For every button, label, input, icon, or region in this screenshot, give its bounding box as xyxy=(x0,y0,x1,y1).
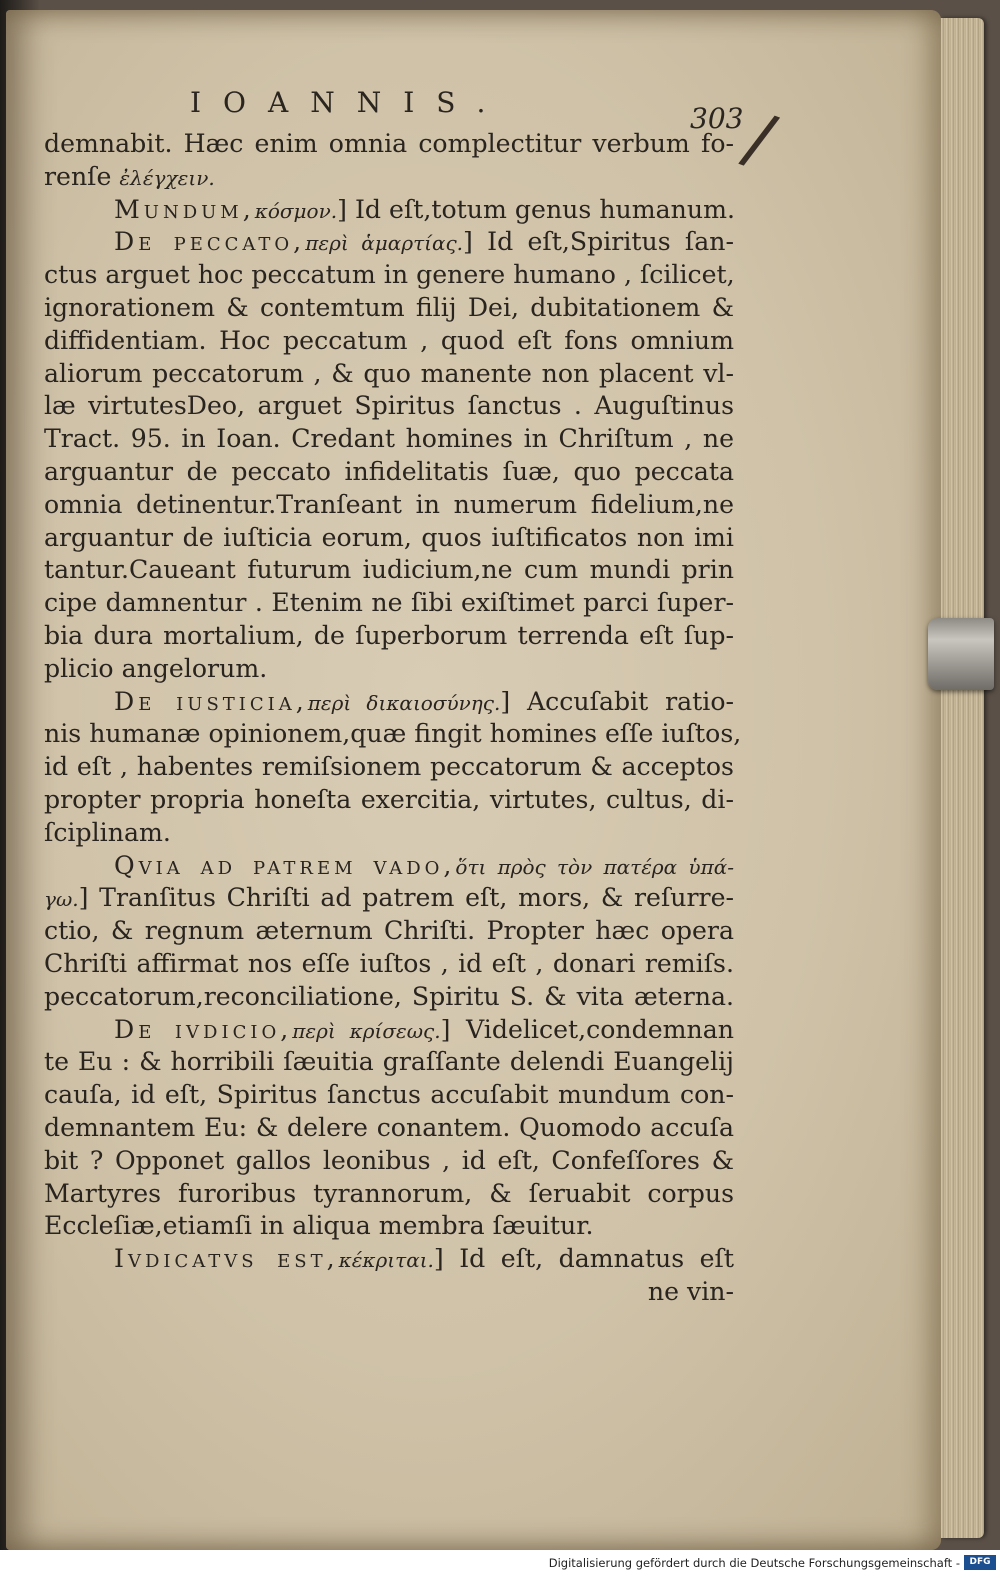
text-line xyxy=(44,653,734,686)
greek-term: ὅτι πρὸς τὸν πατέρα ὑπά- xyxy=(455,854,734,879)
text-segment: propter propria honeſta exercitia, virtutes, cultus, di- xyxy=(44,784,734,814)
text-segment: id eſt , habentes remiſsionem peccatorum & acceptos xyxy=(44,752,734,782)
text-line xyxy=(44,292,734,325)
greek-term: περὶ κρίσεως. xyxy=(292,1018,441,1043)
text-line xyxy=(44,948,734,981)
pen-stroke-mark: / xyxy=(734,96,785,182)
text-line xyxy=(44,128,734,161)
text-segment: cipe damnentur . Etenim ne ſibi exiſtimet parci ſuper- xyxy=(44,588,734,618)
running-header: IOANNIS. xyxy=(190,86,508,119)
text-line xyxy=(44,1276,734,1309)
text-segment: renſe xyxy=(44,161,120,191)
text-line xyxy=(44,390,734,423)
greek-term: περὶ δικαιοσύνης. xyxy=(307,690,501,715)
text-segment: bit ? Opponet gallos leonibus , id eſt, Confeſſores & xyxy=(44,1145,734,1175)
text-segment: plicio angelorum. xyxy=(44,653,268,683)
text-segment: tantur.Caueant futurum iudicium,ne cum mundi prin xyxy=(44,555,734,585)
dfg-logo: DFG xyxy=(964,1555,996,1570)
text-line xyxy=(44,522,734,555)
greek-term: γω. xyxy=(44,887,79,912)
greek-term: ἐλέγχειν. xyxy=(119,165,215,190)
book-page-edges xyxy=(940,18,984,1538)
text-line xyxy=(44,882,734,915)
text-line xyxy=(44,784,734,817)
text-segment: Tract. 95. in Ioan. Credant homines in Chriſtum , ne xyxy=(44,424,734,454)
text-segment: ne vin- xyxy=(647,1276,734,1306)
text-line xyxy=(44,489,734,522)
text-segment: ] Videlicet,condemnan xyxy=(440,1014,734,1044)
text-line xyxy=(44,981,734,1014)
text-segment: ] Id eſt, damnatus eſt xyxy=(433,1244,734,1274)
lemma-heading: De ivdicio, xyxy=(114,1014,293,1044)
greek-term: κόσμον. xyxy=(254,198,338,223)
text-segment: ſciplinam. xyxy=(44,817,171,847)
text-line xyxy=(44,358,734,391)
greek-term: κέκριται. xyxy=(338,1248,434,1273)
text-segment: Eccleſiæ,etiamſi in aliqua membra ſæuitur. xyxy=(44,1211,594,1241)
text-segment: Martyres furoribus tyrannorum, & ſeruabit corpus xyxy=(44,1178,734,1208)
text-segment: læ virtutesDeo, arguet Spiritus ſanctus . Auguſtinus xyxy=(44,391,734,421)
text-segment: bia dura mortalium, de ſuperborum terrenda eſt ſup- xyxy=(44,620,734,650)
text-line xyxy=(44,226,734,259)
text-line xyxy=(44,1014,734,1047)
text-segment: ctus arguet hoc peccatum in genere humano , ſcilicet, xyxy=(44,260,735,290)
text-segment: ] Id eſt,Spiritus ſan- xyxy=(463,227,734,257)
lemma-heading: De peccato, xyxy=(114,227,306,257)
text-line xyxy=(44,1046,734,1079)
greek-term: περὶ ἁμαρτίας. xyxy=(305,231,464,256)
page-number: 303 xyxy=(690,102,744,135)
footer-credit: Digitalisierung gefördert durch die Deutsche Forschungsgemeinschaft - xyxy=(548,1556,960,1570)
text-line xyxy=(44,915,734,948)
lemma-heading: Mundum, xyxy=(114,194,255,224)
text-segment: omnia detinentur.Tranſeant in numerum fidelium,ne xyxy=(44,489,734,519)
text-segment: cauſa, id eſt, Spiritus ſanctus accuſabit mundum con- xyxy=(44,1080,734,1110)
lemma-heading: Ivdicatvs est, xyxy=(114,1244,339,1274)
text-line xyxy=(44,1112,734,1145)
text-line xyxy=(44,456,734,489)
text-segment: ] Id eſt,totum genus humanum. xyxy=(337,194,735,224)
text-segment: ] Accuſabit ratio- xyxy=(500,686,734,716)
text-line xyxy=(44,751,734,784)
main-text-block xyxy=(44,128,742,1309)
text-line xyxy=(44,259,734,292)
text-line xyxy=(44,554,734,587)
text-segment: nis humanæ opinionem,quæ fingit homines eſſe iuſtos, xyxy=(44,719,742,749)
text-line xyxy=(44,1079,734,1112)
text-line xyxy=(44,1178,734,1211)
text-segment: demnantem Eu: & delere conantem. Quomodo accuſa xyxy=(44,1112,734,1142)
text-segment: arguantur de iuſticia eorum, quos iuſtificatos non imi xyxy=(44,522,734,552)
text-line xyxy=(44,620,734,653)
text-segment: aliorum peccatorum , & quo manente non placent vl- xyxy=(44,358,734,388)
text-segment: ignorationem & contemtum filij Dei, dubitationem & xyxy=(44,292,734,322)
text-line xyxy=(44,587,734,620)
text-segment: diffidentiam. Hoc peccatum , quod eſt fons omnium xyxy=(44,325,734,355)
text-line xyxy=(44,686,734,719)
text-segment: ] Tranſitus Chriſti ad patrem eſt, mors, & reſurre- xyxy=(78,883,734,913)
text-line xyxy=(44,194,734,227)
text-segment: te Eu : & horribili ſæuitia graſſante delendi Euangelij xyxy=(44,1047,734,1077)
text-segment: peccatorum,reconciliatione, Spiritu S. & vita æterna. xyxy=(44,981,734,1011)
text-segment: ctio, & regnum æternum Chriſti. Propter hæc opera xyxy=(44,916,734,946)
text-line xyxy=(44,1145,734,1178)
digitization-footer xyxy=(0,1550,1000,1578)
text-line xyxy=(44,850,734,883)
text-line xyxy=(44,1210,734,1243)
text-segment: Chriſti affirmat nos eſſe iuſtos , id eſt , donari remiſs. xyxy=(44,948,734,978)
text-line xyxy=(44,817,734,850)
text-line xyxy=(44,718,742,751)
text-line xyxy=(44,161,734,194)
lemma-heading: De iusticia, xyxy=(114,686,308,716)
text-segment: arguantur de peccato infidelitatis ſuæ, quo peccata xyxy=(44,456,734,486)
page-clip xyxy=(928,618,994,690)
text-segment: demnabit. Hæc enim omnia complectitur verbum fo- xyxy=(44,129,734,158)
text-line xyxy=(44,423,734,456)
lemma-heading: Qvia ad patrem vado, xyxy=(114,850,456,880)
text-line xyxy=(44,1243,734,1276)
text-line xyxy=(44,325,734,358)
